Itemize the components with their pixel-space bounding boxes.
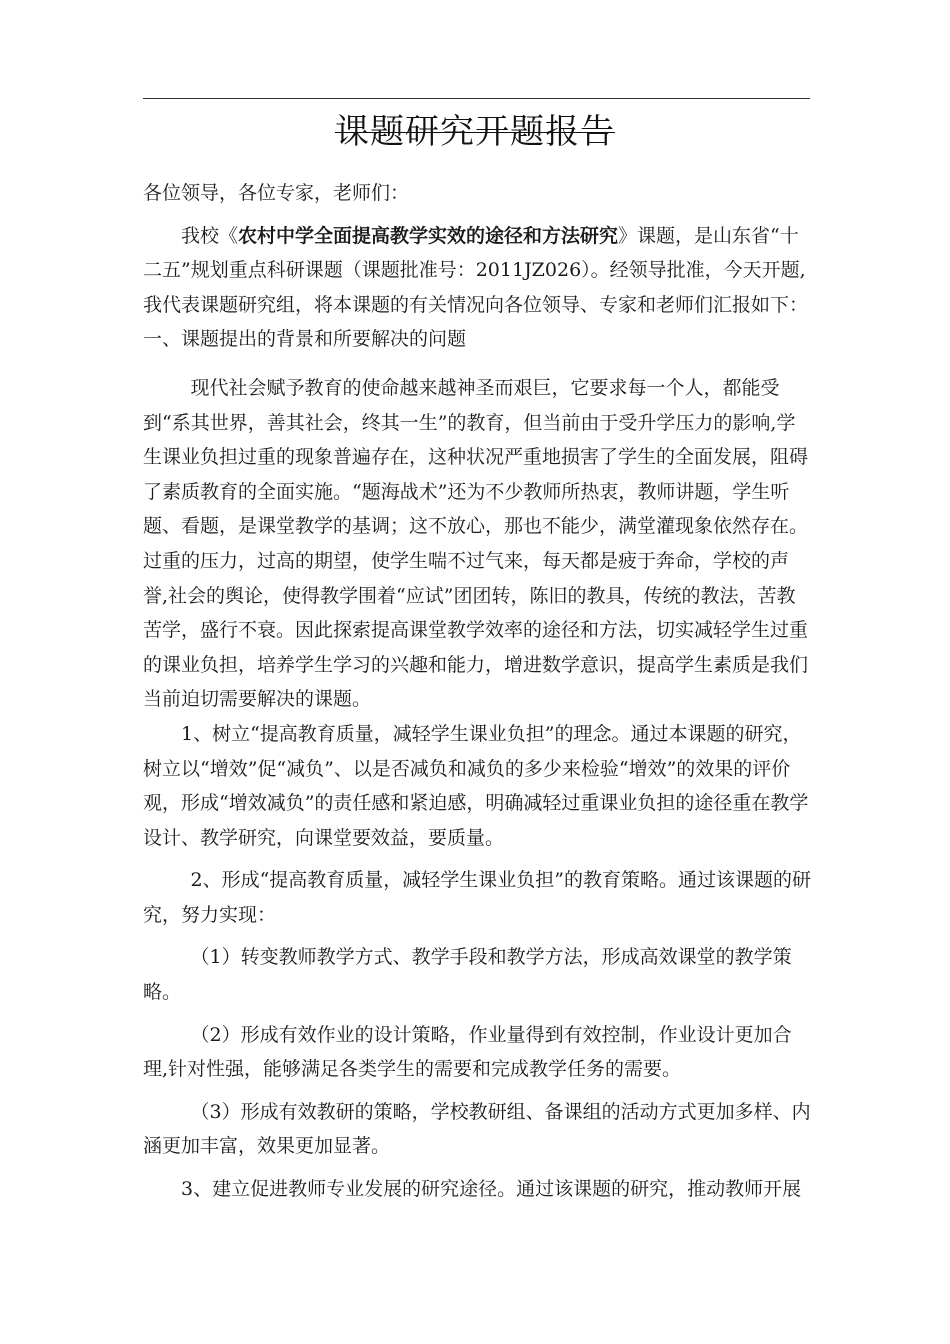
point-1: 1、树立“提高教育质量，减轻学生课业负担”的理念。通过本课题的研究，树立以“增效”促“减负”、以是否减负和减负的多少来检验“增效”的效果的评价观，形成“增效减负”的责任感和紧迫感，明确减轻过重课业负担的途径重在教学设计、教学研究，向课堂要效益，要质量。: [143, 722, 809, 849]
topic-name: 农村中学全面提高教学实效的途径和方法研究: [238, 224, 619, 247]
intro-suffix: 》课题，是山东省“十二五”规划重点科研课题（课题批准号：2011JZ026）。经领导批准，今天开题,我代表课题研究组，将本课题的有关情况向各位领导、专家和老师们汇报如下：一、课题提出的背景和所要解决的问题: [143, 224, 809, 351]
sub-point-2: （2）形成有效作业的设计策略，作业量得到有效控制，作业设计更加合理,针对性强，能够满足各类学生的需要和完成教学任务的需要。: [143, 1023, 792, 1081]
point-3: 3、建立促进教师专业发展的研究途径。通过该课题的研究，推动教师开展: [181, 1178, 802, 1201]
intro-paragraph: [143, 219, 813, 357]
header-rule: [143, 98, 810, 99]
greeting: 各位领导，各位专家，老师们：: [143, 182, 410, 204]
sub-point-1: （1）转变教师教学方式、教学手段和教学方法，形成高效课堂的教学策略。: [143, 946, 792, 1004]
sub-point-3: （3）形成有效教研的策略，学校教研组、备课组的活动方式更加多样、内涵更加丰富，效果更加显著。: [143, 1100, 811, 1158]
document-body: [143, 176, 813, 1207]
intro-prefix: 我校《: [181, 224, 239, 247]
background-paragraph: 现代社会赋予教育的使命越来越神圣而艰巨，它要求每一个人，都能受到“系其世界，善其社会，终其一生”的教育，但当前由于受升学压力的影响,学生课业负担过重的现象普遍存在，这种状况严重地损害了学生的全面发展，阻碍了素质教育的全面实施。“题海战术”还为不少教师所热衷，教师讲题，学生听题、看题，是课堂教学的基调；这不放心，那也不能少，满堂灌现象依然存在。过重的压力，过高的期望，使学生喘不过气来，每天都是疲于奔命，学校的声誉,社会的舆论，使得教学围着“应试”团团转，陈旧的教具，传统的教法，苦教苦学，盛行不衰。因此探索提高课堂教学效率的途径和方法，切实减轻学生过重的课业负担，培养学生学习的兴趣和能力，增进数学意识，提高学生素质是我们当前迫切需要解决的课题。: [143, 376, 809, 711]
document-title: 课题研究开题报告: [335, 112, 615, 152]
point-2: 2、形成“提高教育质量，减轻学生课业负担”的教育策略。通过该课题的研究，努力实现：: [143, 869, 812, 926]
